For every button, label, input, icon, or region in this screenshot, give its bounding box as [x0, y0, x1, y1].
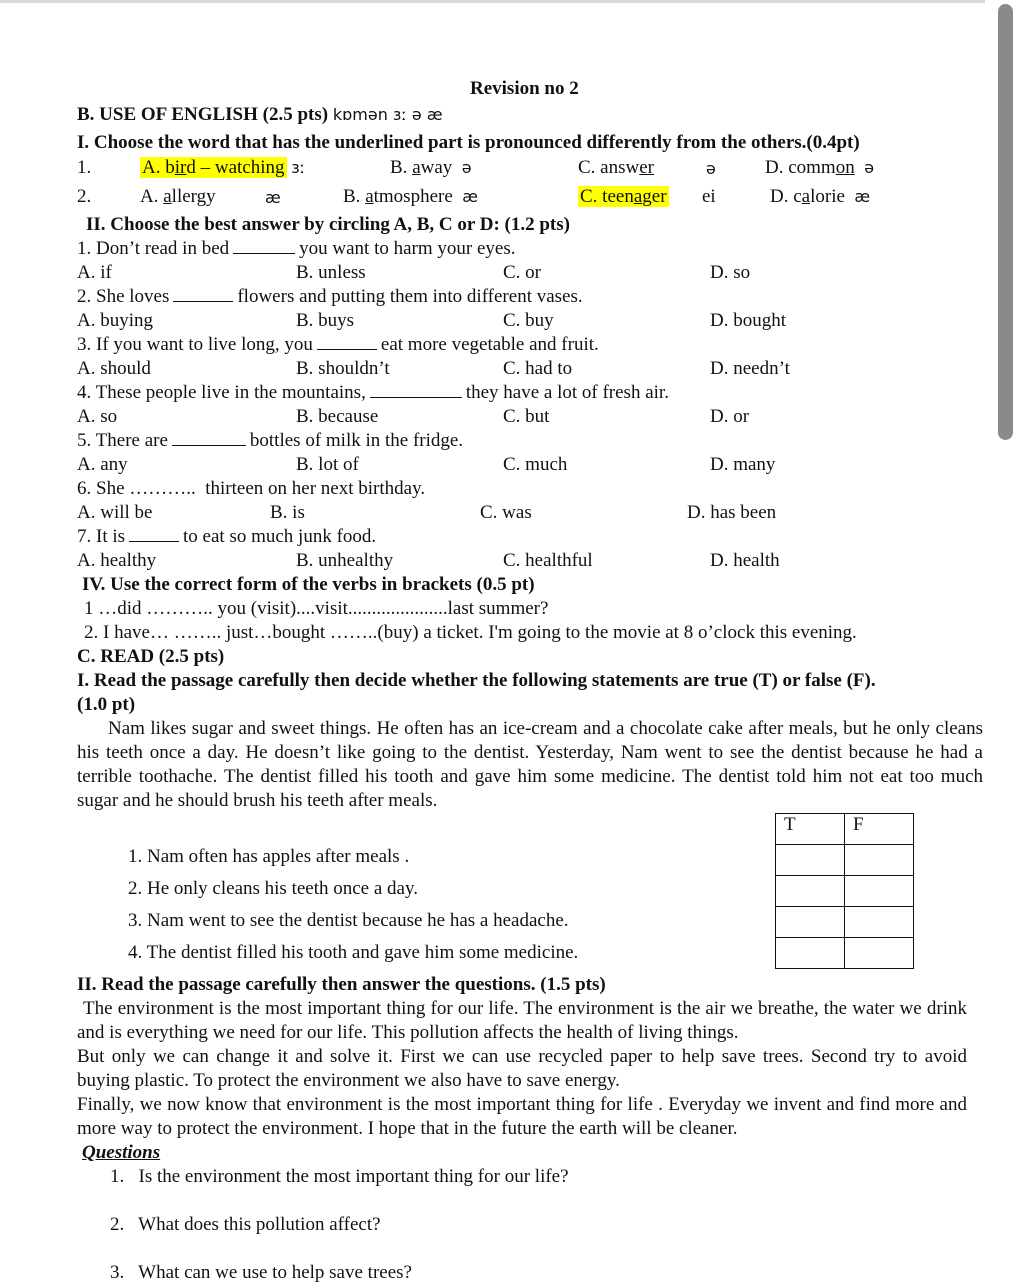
q2-option-d[interactable]: D. bought [710, 310, 786, 331]
q6-option-b[interactable]: B. is [270, 502, 305, 523]
q6-option-c[interactable]: C. was [480, 502, 532, 523]
p1-row2-option-b: B. atmosphere æ [343, 186, 478, 207]
read-ii-paragraph-2: But only we can change it and solve it. First we can use recycled paper to help save trees. Second try to avoid buying plastic. To protect the environment we also have to save energy. [77, 1046, 967, 1091]
top-divider [0, 0, 985, 3]
q7-option-d[interactable]: D. health [710, 550, 780, 571]
read-i-passage: Nam likes sugar and sweet things. He often has an ice-cream and a chocolate cake after meals, but he only cleans his teeth once a day. He doesn’t like going to the dentist. Yesterday, Nam went to see the dentist because he had a terrible toothache. The dentist filled his tooth and gave him some medicine. The dentist told him not eat too much sugar and he should brush his teeth after meals. [77, 718, 983, 811]
p1-row1-num: 1. [77, 157, 92, 178]
open-question-1: 1. Is the environment the most important thing for our life? [110, 1166, 569, 1187]
q5-option-b[interactable]: B. lot of [296, 454, 359, 475]
tf-cell-4-t[interactable] [776, 938, 845, 969]
q4-option-a[interactable]: A. so [77, 406, 118, 427]
section-b-heading: B. USE OF ENGLISH (2.5 pts) [77, 104, 329, 125]
tf-statement-4: 4. The dentist filled his tooth and gave him some medicine. [128, 942, 579, 963]
q7-option-a[interactable]: A. healthy [77, 550, 157, 571]
q3-option-d[interactable]: D. needn’t [710, 358, 790, 379]
tf-cell-3-t[interactable] [776, 907, 845, 938]
p1-row1-option-d: D. common ə [765, 157, 875, 178]
tf-header-f: F [845, 814, 914, 845]
q7-option-b[interactable]: B. unhealthy [296, 550, 394, 571]
q1-option-c[interactable]: C. or [503, 262, 541, 283]
q1-option-d[interactable]: D. so [710, 262, 751, 283]
q3-option-a[interactable]: A. should [77, 358, 151, 379]
q2-option-b[interactable]: B. buys [296, 310, 355, 331]
tf-statement-3: 3. Nam went to see the dentist because he has a headache. [128, 910, 569, 931]
q7-option-c[interactable]: C. healthful [503, 550, 593, 571]
section-c-heading: C. READ (2.5 pts) [77, 646, 225, 667]
verb-item-2: 2. I have… …….. just…bought ……..(buy) a ticket. I'm going to the movie at 8 o’clock this evening. [84, 622, 857, 643]
p1-row2-option-a: A. allergy [140, 186, 216, 207]
tf-cell-2-t[interactable] [776, 876, 845, 907]
p1-row1-option-c: C. answer [578, 157, 654, 178]
q3-option-c[interactable]: C. had to [503, 358, 573, 379]
q1-option-b[interactable]: B. unless [296, 262, 366, 283]
p1-row2-num: 2. [77, 186, 92, 207]
q5-option-a[interactable]: A. any [77, 454, 128, 475]
q6-option-d[interactable]: D. has been [687, 502, 777, 523]
phonetic-note: kɒmən ɜː ə æ [332, 105, 443, 124]
q4-option-c[interactable]: C. but [503, 406, 550, 427]
q1-option-a[interactable]: A. if [77, 262, 112, 283]
mc-question-5: 5. There are bottles of milk in the fridge. [77, 430, 464, 451]
tf-cell-3-f[interactable] [845, 907, 914, 938]
q4-option-d[interactable]: D. or [710, 406, 750, 427]
tf-statement-2: 2. He only cleans his teeth once a day. [128, 878, 419, 899]
part-ii-instruction: II. Choose the best answer by circling A, B, C or D: (1.2 pts) [86, 214, 570, 235]
p1-row2-a-note: æ [265, 188, 281, 207]
part-iv-instruction: IV. Use the correct form of the verbs in brackets (0.5 pt) [82, 574, 535, 595]
tf-header-t: T [776, 814, 845, 845]
q5-option-c[interactable]: C. much [503, 454, 568, 475]
mc-question-1: 1. Don’t read in bed you want to harm your eyes. [77, 238, 516, 259]
p1-row1-option-a: A. bird – watching ɜː [142, 157, 306, 178]
tf-cell-2-f[interactable] [845, 876, 914, 907]
mc-question-7: 7. It is to eat so much junk food. [77, 526, 377, 547]
section-b-heading-line [77, 103, 443, 127]
verb-item-1: 1 …did ……….. you (visit)....visit.....................last summer? [84, 598, 549, 619]
q3-option-b[interactable]: B. shouldn’t [296, 358, 390, 379]
open-question-3: 3. What can we use to help save trees? [110, 1262, 412, 1283]
p1-row2-option-d: D. calorie æ [770, 186, 871, 207]
q2-option-c[interactable]: C. buy [503, 310, 554, 331]
true-false-table [775, 813, 914, 969]
q2-option-a[interactable]: A. buying [77, 310, 153, 331]
read-ii-paragraph-1: The environment is the most important thing for our life. The environment is the air we breathe, the water we drink and is everything we need for our life. This pollution affects the health of living things. [77, 998, 967, 1043]
read-i-points: (1.0 pt) [77, 694, 136, 715]
q6-option-a[interactable]: A. will be [77, 502, 153, 523]
p1-row2-option-c: C. teenager [580, 186, 667, 207]
questions-label: Questions [82, 1142, 161, 1163]
page-title: Revision no 2 [470, 78, 579, 99]
q5-option-d[interactable]: D. many [710, 454, 776, 475]
scrollbar-thumb[interactable] [998, 4, 1013, 440]
mc-question-2: 2. She loves flowers and putting them into different vases. [77, 286, 583, 307]
read-ii-instruction: II. Read the passage carefully then answer the questions. (1.5 pts) [77, 974, 606, 995]
tf-cell-4-f[interactable] [845, 938, 914, 969]
read-i-instruction: I. Read the passage carefully then decide whether the following statements are true (T) or false (F). [77, 670, 876, 691]
p1-row2-c-note: ei [702, 186, 716, 207]
mc-question-6: 6. She ……….. thirteen on her next birthday. [77, 478, 426, 499]
p1-row1-c-note: ə [706, 159, 716, 178]
tf-statement-1: 1. Nam often has apples after meals . [128, 846, 410, 867]
tf-cell-1-t[interactable] [776, 845, 845, 876]
read-ii-paragraph-3: Finally, we now know that environment is the most important thing for life . Everyday we invent and find more and more way to protect the environment. I hope that in the future the earth will be cleaner. [77, 1094, 967, 1139]
p1-row1-option-b: B. away ə [390, 157, 472, 178]
q4-option-b[interactable]: B. because [296, 406, 379, 427]
open-question-2: 2. What does this pollution affect? [110, 1214, 381, 1235]
mc-question-3: 3. If you want to live long, you eat more vegetable and fruit. [77, 334, 599, 355]
part-i-instruction: I. Choose the word that has the underlined part is pronounced differently from the others.(0.4pt) [77, 132, 860, 153]
tf-cell-1-f[interactable] [845, 845, 914, 876]
mc-question-4: 4. These people live in the mountains, they have a lot of fresh air. [77, 382, 669, 403]
